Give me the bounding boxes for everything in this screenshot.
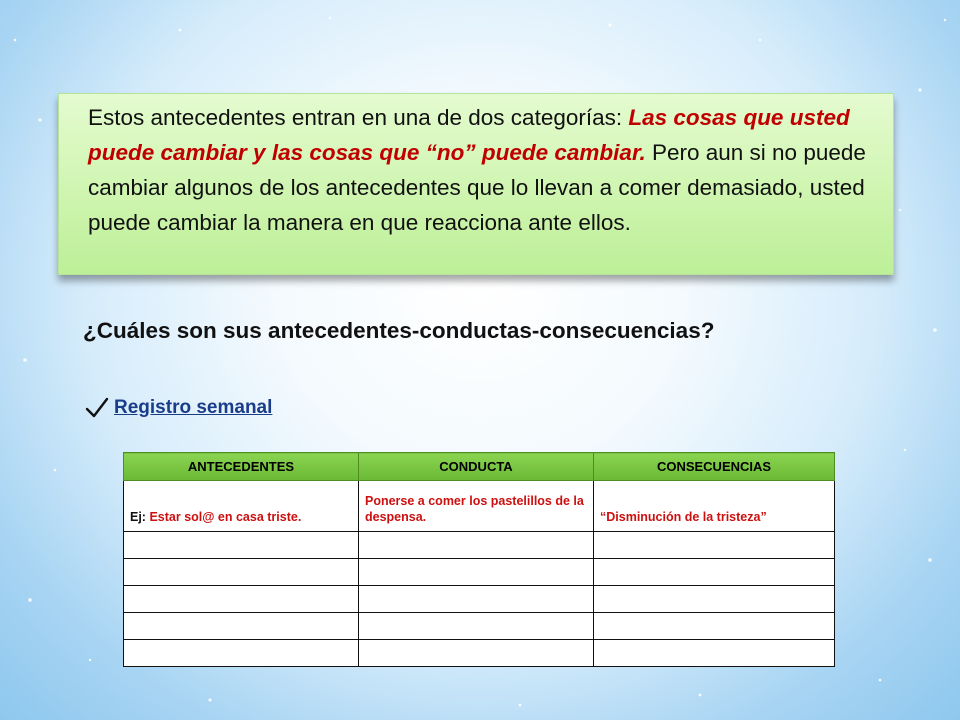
empty-cell[interactable] [124, 559, 359, 586]
info-callout [58, 93, 894, 275]
callout-emphasis: Las cosas que usted puede cambiar y las cosas que “no” puede cambiar. [88, 105, 850, 165]
sample-prefix: Ej: [130, 510, 150, 524]
table-row [124, 559, 835, 586]
header-consecuencias: CONSECUENCIAS [594, 453, 835, 481]
header-antecedentes: ANTECEDENTES [124, 453, 359, 481]
sample-antecedente: Estar sol@ en casa triste. [149, 510, 302, 524]
empty-cell[interactable] [359, 586, 594, 613]
sample-consecuencia-cell[interactable] [594, 481, 835, 532]
empty-cell[interactable] [359, 532, 594, 559]
checkmark-icon [84, 395, 110, 421]
empty-cell[interactable] [359, 559, 594, 586]
empty-cell[interactable] [359, 613, 594, 640]
empty-cell[interactable] [594, 532, 835, 559]
callout-rest: Pero aun si no puede cambiar algunos de los antecedentes que lo llevan a comer demasiado, usted puede cambiar la manera en que reacciona ante ellos. [88, 140, 866, 235]
empty-cell[interactable] [359, 640, 594, 667]
empty-cell[interactable] [124, 640, 359, 667]
table-row [124, 586, 835, 613]
empty-cell[interactable] [594, 586, 835, 613]
empty-cell[interactable] [594, 640, 835, 667]
registro-table [123, 452, 835, 667]
table-row [124, 532, 835, 559]
table-header-row [124, 453, 835, 481]
table-row [124, 481, 835, 532]
empty-cell[interactable] [124, 586, 359, 613]
empty-cell[interactable] [594, 613, 835, 640]
callout-intro: Estos antecedentes entran en una de dos categorías: [88, 105, 629, 130]
empty-cell[interactable] [124, 532, 359, 559]
registro-item [84, 395, 272, 421]
sample-conducta-cell[interactable] [359, 481, 594, 532]
question-heading: ¿Cuáles son sus antecedentes-conductas-consecuencias? [83, 318, 715, 343]
empty-cell[interactable] [594, 559, 835, 586]
header-conducta: CONDUCTA [359, 453, 594, 481]
table-row [124, 613, 835, 640]
sample-conducta: Ponerse a comer los pastelillos de la despensa. [365, 494, 584, 524]
registro-semanal-link[interactable]: Registro semanal [114, 397, 273, 418]
table-row [124, 640, 835, 667]
sample-consecuencia: “Disminución de la tristeza” [600, 510, 767, 524]
empty-cell[interactable] [124, 613, 359, 640]
sample-antecedente-cell[interactable] [124, 481, 359, 532]
